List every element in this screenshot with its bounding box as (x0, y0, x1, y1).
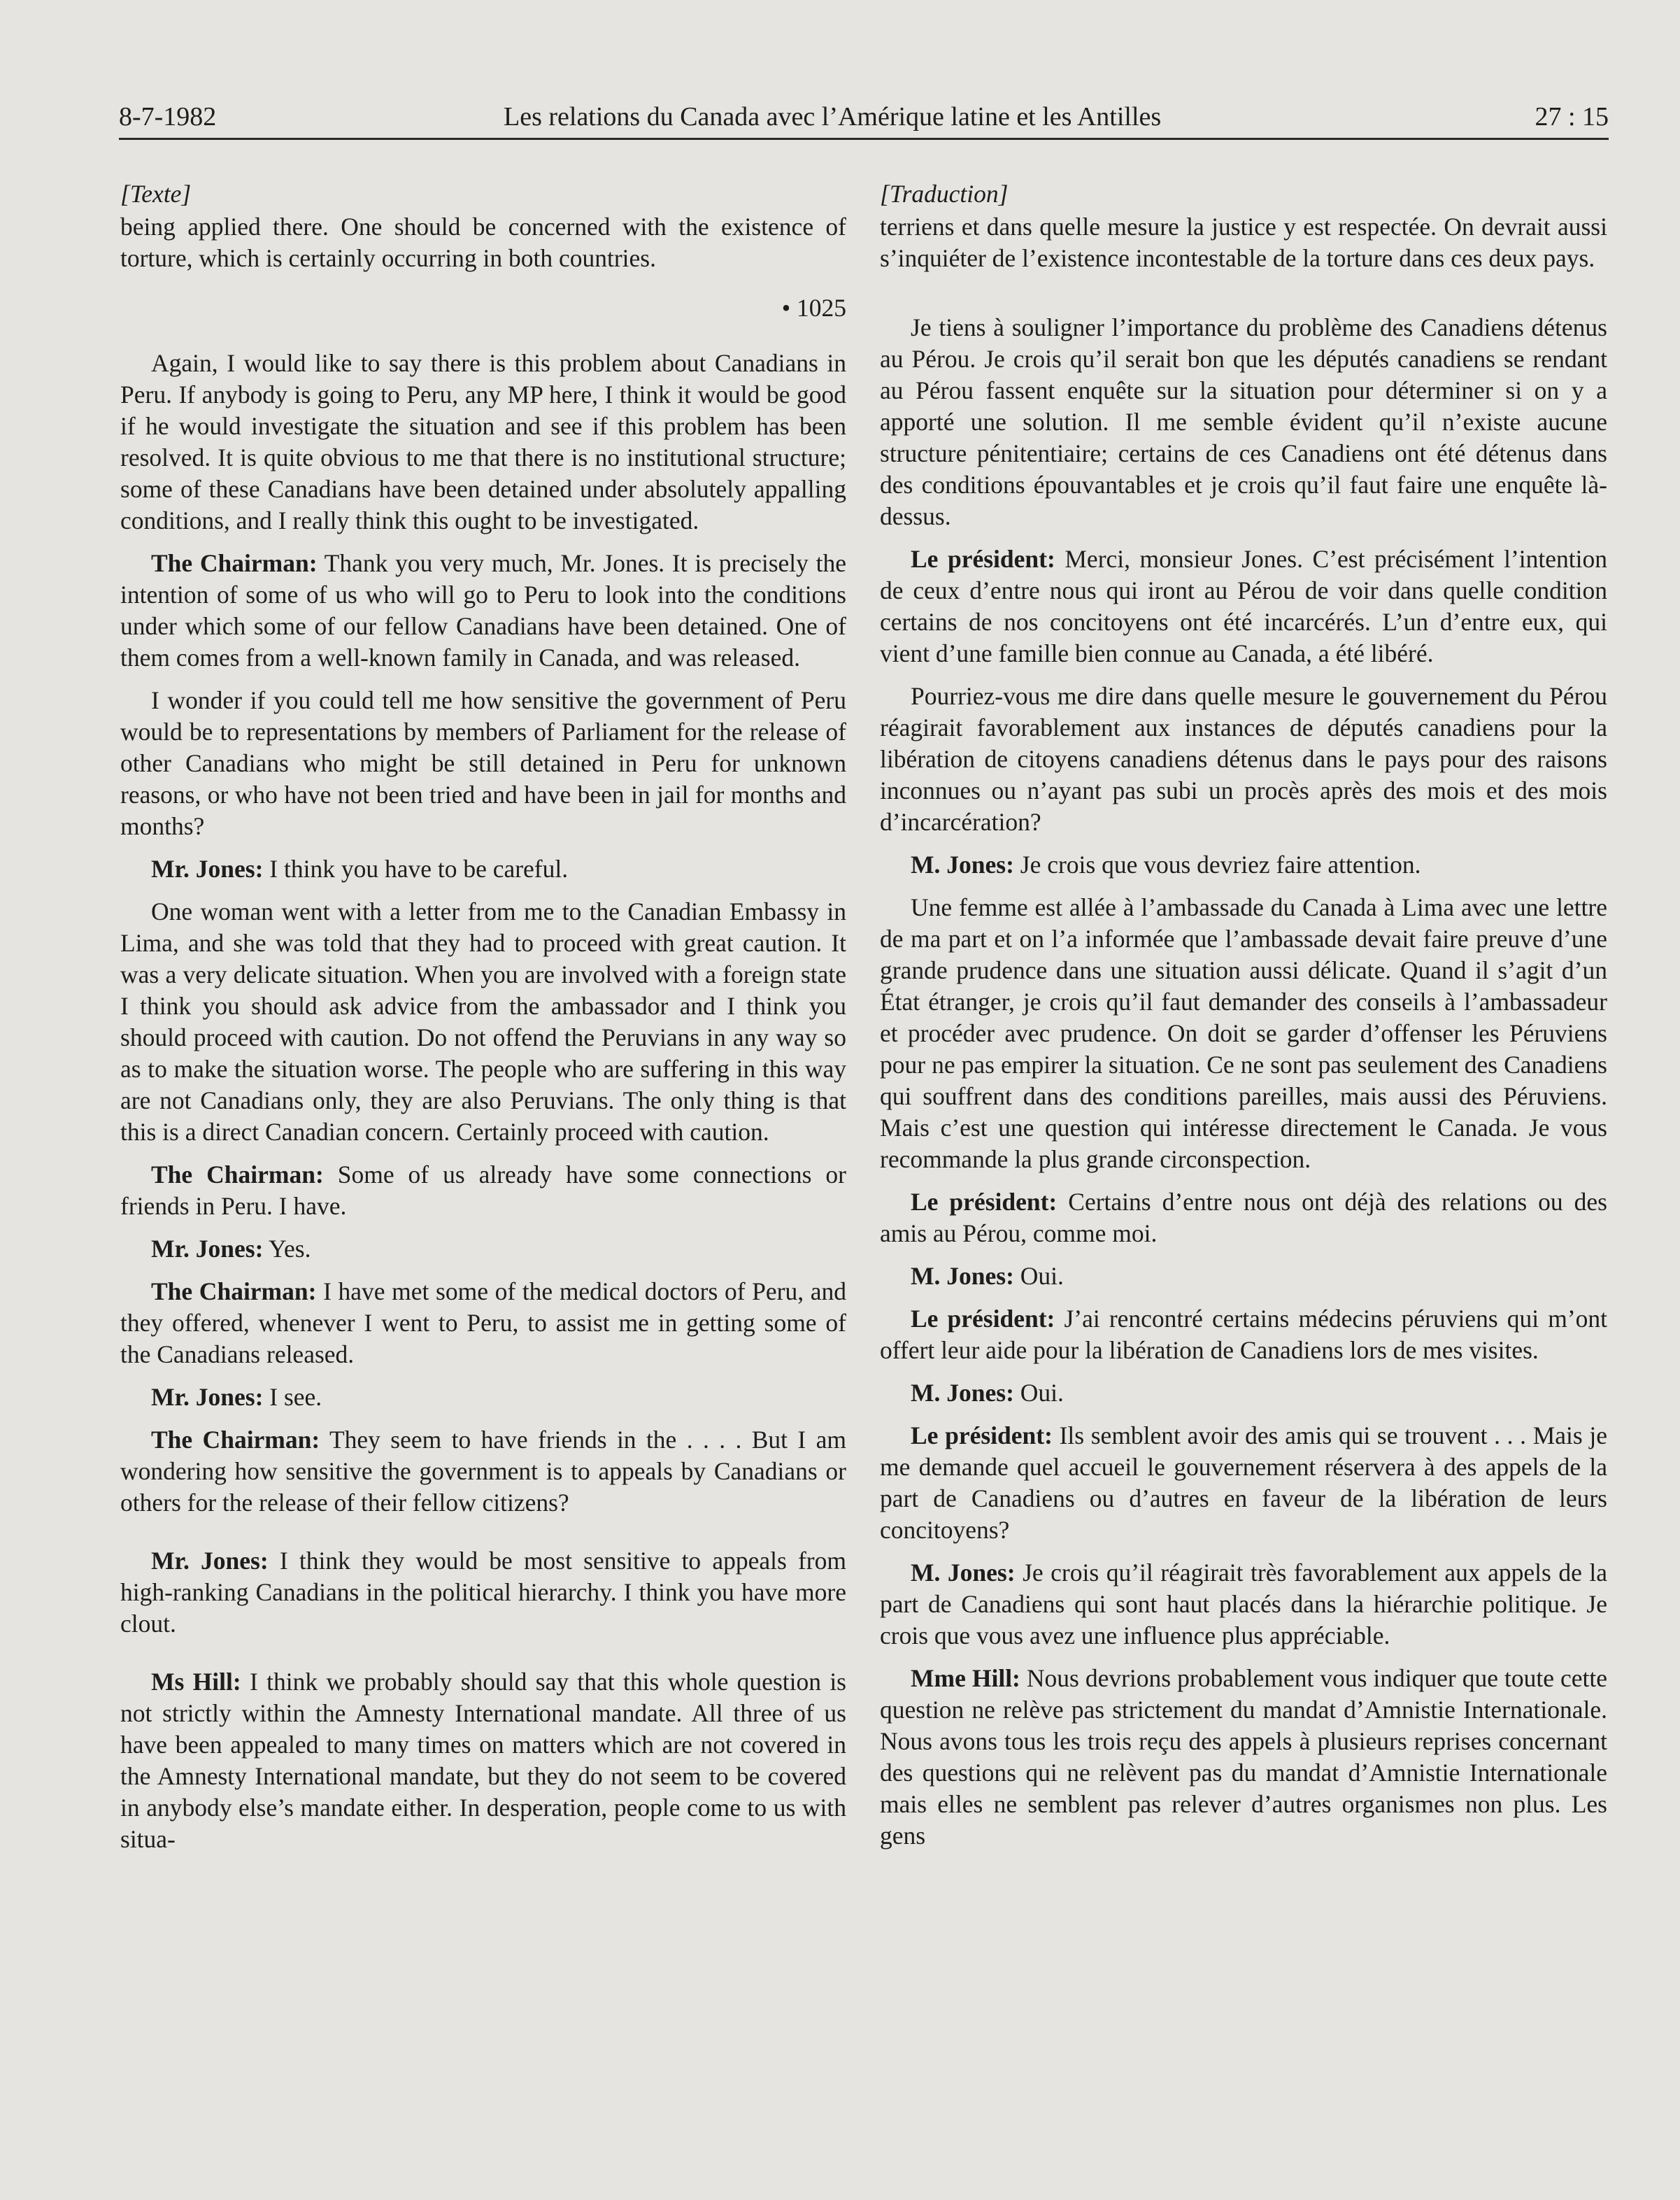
speaker-name: The Chairman: (151, 1426, 320, 1454)
speech-text: Oui. (1013, 1379, 1064, 1407)
language-tag: [Traduction] (880, 180, 1009, 208)
speech (880, 1261, 1607, 1292)
speech-text: Nous devrions probablement vous indiquer que toute cette question ne relève pas strictement du mandat d’Amnistie Internationale. Nous avons tous les trois reçu des appels à plusieurs reprises concernant des questions qui ne relèvent pas du mandat d’Amnistie Internationale mais elles ne semblent pas relever d’autres organismes non plus. Les gens (880, 1664, 1607, 1850)
speech-text: Thank you very much, Mr. Jones. It is precisely the intention of some of us who will go to Peru to look into the conditions under which some of our fellow Canadians have been detained. One of them comes from a well-known family in Canada, and was released. (120, 549, 846, 672)
speech (120, 853, 846, 885)
speech-text: Je crois que vous devriez faire attention. (1013, 851, 1421, 879)
speech (880, 1377, 1607, 1409)
speech (880, 1303, 1607, 1366)
speaker-name: M. Jones: (911, 851, 1014, 879)
paragraph: Je tiens à souligner l’importance du problème des Canadiens détenus au Pérou. Je crois qu’il serait bon que les députés canadiens se rendant au Pérou fassent enquête sur la situation pour déterminer si on y a apporté une solution. Il me semble évident qu’il n’existe aucune structure pénitentiaire; certains de ces Canadiens ont été détenus dans des conditions épouvantables et je crois qu’il faut faire une enquête là-dessus. (880, 313, 1607, 530)
speech-text: I think we probably should say that this whole question is not strictly within the Amnesty International mandate. All three of us have been appealed to many times on matters which are not covered in the Amnesty International mandate, but they do not seem to be covered in anybody else’s mandate either. In desperation, people come to us with situa- (120, 1668, 846, 1853)
speaker-name: M. Jones: (911, 1379, 1014, 1407)
speaker-name: The Chairman: (151, 1161, 324, 1188)
paragraph: Une femme est allée à l’ambassade du Canada à Lima avec une lettre de ma part et on l’a informée que l’ambassade devait faire preuve d’une grande prudence dans une situation aussi délicate. Quand il s’agit d’un État étranger, je crois qu’il faut demander des conseils à l’ambassadeur et procéder avec prudence. On doit se garder d’offenser les Péruviens pour ne pas empirer la situation. Ce ne sont pas seulement des Canadiens qui souffrent dans des conditions pareilles, mais aussi des Péruviens. Mais c’est une question qui intéresse directement le Canada. Je vous recommande la plus grande circonspection. (880, 893, 1607, 1173)
speaker-name: Ms Hill: (151, 1668, 241, 1696)
speech (120, 548, 846, 674)
speech (120, 1666, 846, 1855)
speaker-name: Mr. Jones: (151, 1383, 264, 1411)
paragraph: Again, I would like to say there is this problem about Canadians in Peru. If anybody is going to Peru, any MP here, I think it would be good if he would investigate the situation and see if this problem has been resolved. It is quite obvious to me that there is no institutional structure; some of these Canadians have been detained under absolutely appalling conditions, and I really think this ought to be investigated. (120, 349, 846, 534)
speech (120, 1424, 846, 1519)
speech-text: Ils semblent avoir des amis qui se trouvent . . . Mais je me demande quel accueil le gouvernement réservera à des appels de la part de Canadiens ou d’autres en faveur de la libération de leurs concitoyens? (880, 1421, 1607, 1544)
speech-text: Certains d’entre nous ont déjà des relations ou des amis au Pérou, comme moi. (880, 1188, 1607, 1247)
speech (120, 1233, 846, 1265)
speech (120, 1382, 846, 1413)
paragraph: One woman went with a letter from me to the Canadian Embassy in Lima, and she was told that they had to proceed with great caution. It was a very delicate situation. When you are involved with a foreign state I think you should ask advice from the ambassador and I think you should proceed with caution. Do not offend the Peruvians in any way so as to make the situation worse. The people who are suffering in this way are not Canadians only, they are also Peruvians. The only thing is that this is a direct Canadian concern. Certainly proceed with caution. (120, 897, 846, 1146)
paragraph: terriens et dans quelle mesure la justice y est respectée. On devrait aussi s’inquiéter de l’existence incontestable de la torture dans ces deux pays. (880, 213, 1607, 272)
speech-text: J’ai rencontré certains médecins péruviens qui m’ont offert leur aide pour la libération de Canadiens lors de mes visites. (880, 1305, 1608, 1364)
time-marker: • 1025 (781, 294, 846, 322)
speaker-name: M. Jones: (911, 1262, 1014, 1290)
speech-text: Merci, monsieur Jones. C’est précisément l’intention de ceux d’entre nous qui iront au Pérou de voir dans quelle condition certains de nos concitoyens ont été incarcérés. L’un d’entre eux, qui vient d’une famille bien connue au Canada, a été libéré. (880, 545, 1607, 667)
speech (120, 1276, 846, 1370)
speech (880, 544, 1607, 669)
speech-text: I think you have to be careful. (263, 855, 569, 883)
paragraph: being applied there. One should be concerned with the existence of torture, which is certainly occurring in both countries. (120, 213, 846, 272)
speaker-name: Mme Hill: (911, 1664, 1020, 1692)
speaker-name: M. Jones: (911, 1559, 1016, 1587)
speaker-name: Le président: (911, 1188, 1058, 1216)
speech-text: Yes. (263, 1235, 311, 1263)
speech-text: Some of us already have some connections or friends in Peru. I have. (120, 1161, 846, 1220)
running-header (119, 94, 1609, 140)
english-column (120, 178, 846, 1866)
paragraph: I wonder if you could tell me how sensitive the government of Peru would be to representations by members of Parliament for the release of other Canadians who might be still detained in Peru for unknown reasons, or who have not been tried and have been in jail for months and months? (120, 686, 846, 840)
speech (120, 1545, 846, 1640)
speaker-name: Mr. Jones: (151, 1547, 269, 1575)
header-title: Les relations du Canada avec l’Amérique latine et les Antilles (504, 102, 1162, 132)
speech (880, 1420, 1607, 1546)
speaker-name: Le président: (911, 1305, 1055, 1333)
speech-text: Je crois qu’il réagirait très favorablement aux appels de la part de Canadiens qui sont haut placés dans la hiérarchie politique. Je crois que vous avez une influence plus appréciable. (880, 1559, 1607, 1649)
speaker-name: Le président: (911, 1421, 1053, 1449)
speaker-name: Mr. Jones: (151, 855, 264, 883)
speech-text: I see. (263, 1383, 322, 1411)
speech-text: They seem to have friends in the . . . . But I am wondering how sensitive the government is to appeals by Canadians or others for the release of their fellow citizens? (120, 1426, 846, 1517)
speech (880, 849, 1607, 881)
french-column (880, 178, 1607, 1863)
speech-text: Oui. (1013, 1262, 1064, 1290)
speech (120, 1159, 846, 1222)
language-tag: [Texte] (120, 180, 192, 208)
paragraph: Pourriez-vous me dire dans quelle mesure le gouvernement du Pérou réagirait favorablement aux instances de députés canadiens pour la libération de citoyens canadiens détenus dans le pays pour des raisons inconnues ou n’ayant pas subi un procès après des mois et des mois d’incarcération? (880, 682, 1607, 836)
speaker-name: The Chairman: (151, 549, 318, 577)
speaker-name: The Chairman: (151, 1277, 317, 1305)
speech (880, 1557, 1607, 1652)
speaker-name: Le président: (911, 545, 1055, 573)
speaker-name: Mr. Jones: (151, 1235, 264, 1263)
speech-text: I have met some of the medical doctors of Peru, and they offered, whenever I went to Peru, to assist me in getting some of the Canadians released. (120, 1277, 846, 1368)
speech-text: I think they would be most sensitive to appeals from high-ranking Canadians in the political hierarchy. I think you have more clout. (120, 1547, 846, 1638)
header-date: 8-7-1982 (119, 102, 217, 132)
speech (880, 1663, 1607, 1852)
header-page-number: 27 : 15 (1535, 102, 1609, 132)
speech (880, 1186, 1607, 1249)
